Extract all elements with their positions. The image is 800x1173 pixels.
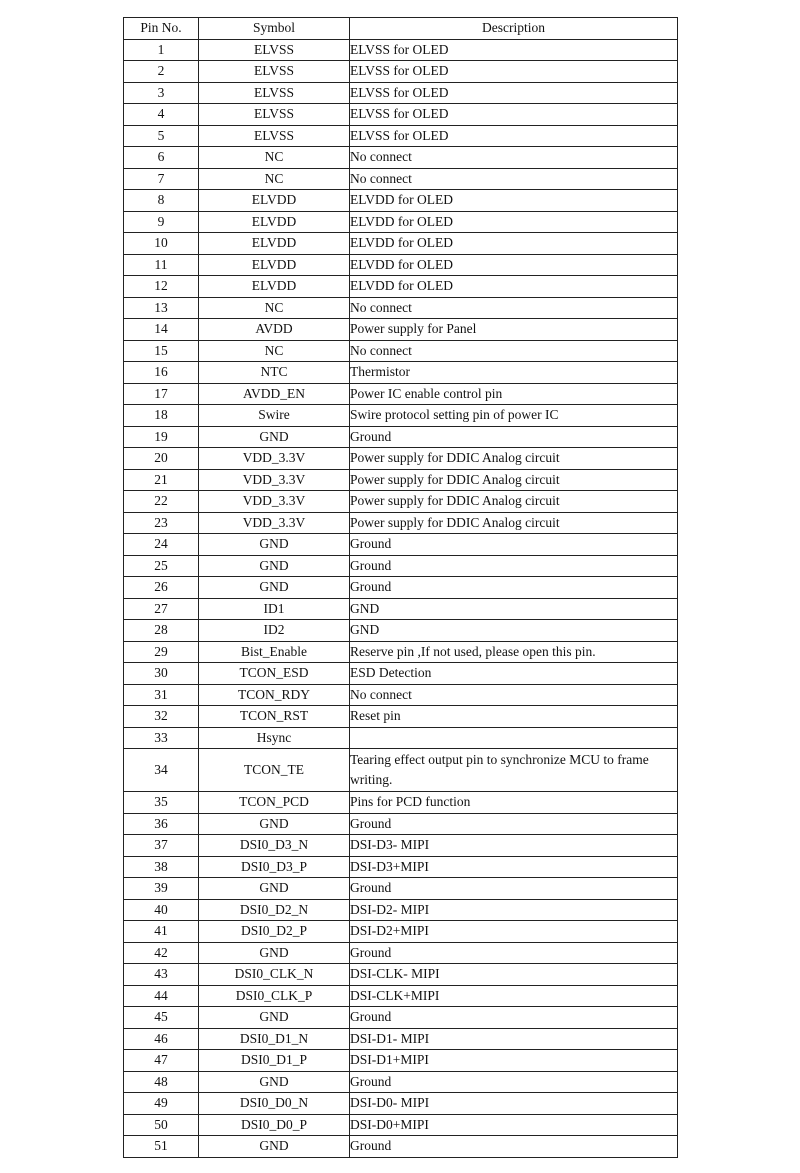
table-row [124, 534, 678, 556]
table-row [124, 512, 678, 534]
table-row [124, 1028, 678, 1050]
symbol-cell: DSI0_D0_P [199, 1114, 350, 1136]
table-row [124, 82, 678, 104]
pin-number-cell: 4 [124, 104, 199, 126]
symbol-cell: ELVSS [199, 82, 350, 104]
description-cell: DSI-D0- MIPI [350, 1093, 678, 1115]
pin-number-cell: 24 [124, 534, 199, 556]
table-row [124, 491, 678, 513]
symbol-cell: GND [199, 942, 350, 964]
description-cell: GND [350, 620, 678, 642]
table-row [124, 641, 678, 663]
pin-number-cell: 25 [124, 555, 199, 577]
table-row [124, 1050, 678, 1072]
symbol-cell: GND [199, 555, 350, 577]
description-cell: Reset pin [350, 706, 678, 728]
description-cell: Thermistor [350, 362, 678, 384]
pin-number-cell: 32 [124, 706, 199, 728]
description-cell: Power supply for DDIC Analog circuit [350, 512, 678, 534]
symbol-cell: TCON_TE [199, 749, 350, 792]
table-row [124, 706, 678, 728]
description-cell [350, 727, 678, 749]
pin-number-cell: 49 [124, 1093, 199, 1115]
pin-number-cell: 13 [124, 297, 199, 319]
table-row [124, 383, 678, 405]
table-row [124, 319, 678, 341]
pin-number-cell: 5 [124, 125, 199, 147]
symbol-cell: TCON_PCD [199, 792, 350, 814]
pin-number-cell: 43 [124, 964, 199, 986]
pin-number-cell: 17 [124, 383, 199, 405]
description-cell: ELVSS for OLED [350, 61, 678, 83]
symbol-cell: DSI0_CLK_N [199, 964, 350, 986]
table-row [124, 1071, 678, 1093]
table-row [124, 104, 678, 126]
symbol-cell: VDD_3.3V [199, 469, 350, 491]
symbol-cell: ELVSS [199, 104, 350, 126]
description-cell: DSI-CLK- MIPI [350, 964, 678, 986]
pin-number-cell: 29 [124, 641, 199, 663]
pin-number-cell: 47 [124, 1050, 199, 1072]
symbol-cell: TCON_RST [199, 706, 350, 728]
symbol-cell: GND [199, 1007, 350, 1029]
table-row [124, 233, 678, 255]
symbol-cell: AVDD [199, 319, 350, 341]
pin-assignment-table [123, 17, 678, 1158]
pin-number-cell: 44 [124, 985, 199, 1007]
description-cell: ELVSS for OLED [350, 39, 678, 61]
table-row [124, 61, 678, 83]
description-cell: Ground [350, 577, 678, 599]
description-cell: Ground [350, 1071, 678, 1093]
pin-number-cell: 37 [124, 835, 199, 857]
pin-number-cell: 50 [124, 1114, 199, 1136]
symbol-cell: VDD_3.3V [199, 512, 350, 534]
symbol-cell: GND [199, 878, 350, 900]
table-row [124, 1114, 678, 1136]
pin-number-cell: 36 [124, 813, 199, 835]
table-header-row [124, 18, 678, 40]
symbol-cell: ID1 [199, 598, 350, 620]
pin-number-cell: 34 [124, 749, 199, 792]
description-cell: Pins for PCD function [350, 792, 678, 814]
description-cell: No connect [350, 684, 678, 706]
description-cell: ELVDD for OLED [350, 233, 678, 255]
pin-number-cell: 23 [124, 512, 199, 534]
description-cell: Reserve pin ,If not used, please open this pin. [350, 641, 678, 663]
symbol-cell: ELVDD [199, 254, 350, 276]
symbol-cell: ELVDD [199, 211, 350, 233]
symbol-cell: DSI0_D1_P [199, 1050, 350, 1072]
pin-number-cell: 1 [124, 39, 199, 61]
table-row [124, 813, 678, 835]
table-row [124, 125, 678, 147]
description-cell: Ground [350, 426, 678, 448]
symbol-cell: AVDD_EN [199, 383, 350, 405]
table-row [124, 835, 678, 857]
symbol-cell: GND [199, 1071, 350, 1093]
pin-number-cell: 30 [124, 663, 199, 685]
description-cell: Ground [350, 1136, 678, 1158]
pin-number-cell: 18 [124, 405, 199, 427]
pin-number-cell: 7 [124, 168, 199, 190]
description-cell: No connect [350, 147, 678, 169]
symbol-cell: NC [199, 340, 350, 362]
table-row [124, 362, 678, 384]
symbol-cell: NC [199, 147, 350, 169]
symbol-cell: ELVDD [199, 276, 350, 298]
table-row [124, 727, 678, 749]
description-cell: Swire protocol setting pin of power IC [350, 405, 678, 427]
symbol-cell: GND [199, 1136, 350, 1158]
table-row [124, 577, 678, 599]
description-cell: ELVDD for OLED [350, 276, 678, 298]
description-cell: Ground [350, 878, 678, 900]
pin-number-cell: 6 [124, 147, 199, 169]
pin-number-cell: 15 [124, 340, 199, 362]
symbol-cell: DSI0_D1_N [199, 1028, 350, 1050]
pin-number-cell: 39 [124, 878, 199, 900]
symbol-cell: VDD_3.3V [199, 491, 350, 513]
description-cell: No connect [350, 340, 678, 362]
symbol-cell: GND [199, 534, 350, 556]
pin-number-cell: 14 [124, 319, 199, 341]
pin-number-cell: 16 [124, 362, 199, 384]
header-pin-no: Pin No. [124, 18, 199, 40]
table-row [124, 147, 678, 169]
description-cell: DSI-D0+MIPI [350, 1114, 678, 1136]
description-cell: DSI-D3+MIPI [350, 856, 678, 878]
table-row [124, 598, 678, 620]
table-row [124, 856, 678, 878]
description-cell: Tearing effect output pin to synchronize MCU to frame writing. [350, 749, 678, 792]
pin-number-cell: 21 [124, 469, 199, 491]
pin-number-cell: 41 [124, 921, 199, 943]
description-cell: DSI-D2+MIPI [350, 921, 678, 943]
description-cell: ELVSS for OLED [350, 104, 678, 126]
symbol-cell: NC [199, 168, 350, 190]
description-cell: ELVDD for OLED [350, 190, 678, 212]
table-row [124, 426, 678, 448]
table-row [124, 254, 678, 276]
table-row [124, 942, 678, 964]
table-row [124, 964, 678, 986]
symbol-cell: NTC [199, 362, 350, 384]
pin-number-cell: 8 [124, 190, 199, 212]
table-row [124, 469, 678, 491]
pin-number-cell: 9 [124, 211, 199, 233]
description-cell: Ground [350, 813, 678, 835]
description-cell: Ground [350, 555, 678, 577]
description-cell: ELVSS for OLED [350, 125, 678, 147]
pin-number-cell: 42 [124, 942, 199, 964]
table-row [124, 663, 678, 685]
description-cell: ELVSS for OLED [350, 82, 678, 104]
symbol-cell: Bist_Enable [199, 641, 350, 663]
pin-number-cell: 28 [124, 620, 199, 642]
description-cell: DSI-D3- MIPI [350, 835, 678, 857]
description-cell: DSI-CLK+MIPI [350, 985, 678, 1007]
pin-number-cell: 19 [124, 426, 199, 448]
pin-number-cell: 33 [124, 727, 199, 749]
symbol-cell: Hsync [199, 727, 350, 749]
table-body [124, 39, 678, 1157]
symbol-cell: GND [199, 577, 350, 599]
pin-number-cell: 20 [124, 448, 199, 470]
table-row [124, 1007, 678, 1029]
table-row [124, 899, 678, 921]
table-row [124, 1136, 678, 1158]
pin-number-cell: 11 [124, 254, 199, 276]
table-row [124, 684, 678, 706]
table-row [124, 340, 678, 362]
symbol-cell: VDD_3.3V [199, 448, 350, 470]
symbol-cell: TCON_RDY [199, 684, 350, 706]
table-row [124, 405, 678, 427]
pin-number-cell: 35 [124, 792, 199, 814]
symbol-cell: DSI0_D0_N [199, 1093, 350, 1115]
symbol-cell: ELVSS [199, 125, 350, 147]
pin-number-cell: 2 [124, 61, 199, 83]
symbol-cell: GND [199, 813, 350, 835]
description-cell: Power supply for DDIC Analog circuit [350, 448, 678, 470]
symbol-cell: ELVSS [199, 39, 350, 61]
table-row [124, 749, 678, 792]
pin-number-cell: 51 [124, 1136, 199, 1158]
symbol-cell: ELVDD [199, 233, 350, 255]
pin-number-cell: 3 [124, 82, 199, 104]
symbol-cell: NC [199, 297, 350, 319]
table-row [124, 878, 678, 900]
table-row [124, 297, 678, 319]
symbol-cell: GND [199, 426, 350, 448]
table-row [124, 190, 678, 212]
symbol-cell: ID2 [199, 620, 350, 642]
table-row [124, 39, 678, 61]
table-row [124, 168, 678, 190]
symbol-cell: DSI0_D2_P [199, 921, 350, 943]
pin-number-cell: 38 [124, 856, 199, 878]
description-cell: ELVDD for OLED [350, 211, 678, 233]
description-cell: GND [350, 598, 678, 620]
pin-number-cell: 26 [124, 577, 199, 599]
symbol-cell: ELVDD [199, 190, 350, 212]
description-cell: ELVDD for OLED [350, 254, 678, 276]
description-cell: Ground [350, 534, 678, 556]
symbol-cell: DSI0_CLK_P [199, 985, 350, 1007]
table-row [124, 448, 678, 470]
description-cell: Power IC enable control pin [350, 383, 678, 405]
description-cell: ESD Detection [350, 663, 678, 685]
symbol-cell: DSI0_D3_N [199, 835, 350, 857]
table-row [124, 1093, 678, 1115]
table-row [124, 555, 678, 577]
table-row [124, 211, 678, 233]
symbol-cell: DSI0_D3_P [199, 856, 350, 878]
pin-number-cell: 27 [124, 598, 199, 620]
pin-number-cell: 46 [124, 1028, 199, 1050]
description-cell: DSI-D2- MIPI [350, 899, 678, 921]
symbol-cell: Swire [199, 405, 350, 427]
description-cell: Power supply for DDIC Analog circuit [350, 469, 678, 491]
description-cell: Power supply for Panel [350, 319, 678, 341]
description-cell: Power supply for DDIC Analog circuit [350, 491, 678, 513]
pin-number-cell: 12 [124, 276, 199, 298]
header-symbol: Symbol [199, 18, 350, 40]
pin-number-cell: 48 [124, 1071, 199, 1093]
table-row [124, 985, 678, 1007]
table-row [124, 792, 678, 814]
pin-number-cell: 31 [124, 684, 199, 706]
pin-number-cell: 40 [124, 899, 199, 921]
pin-number-cell: 45 [124, 1007, 199, 1029]
table-row [124, 620, 678, 642]
description-cell: No connect [350, 297, 678, 319]
symbol-cell: TCON_ESD [199, 663, 350, 685]
symbol-cell: ELVSS [199, 61, 350, 83]
header-description: Description [350, 18, 678, 40]
description-cell: DSI-D1+MIPI [350, 1050, 678, 1072]
pin-number-cell: 22 [124, 491, 199, 513]
description-cell: DSI-D1- MIPI [350, 1028, 678, 1050]
description-cell: No connect [350, 168, 678, 190]
table-row [124, 921, 678, 943]
description-cell: Ground [350, 942, 678, 964]
symbol-cell: DSI0_D2_N [199, 899, 350, 921]
pin-number-cell: 10 [124, 233, 199, 255]
description-cell: Ground [350, 1007, 678, 1029]
table-row [124, 276, 678, 298]
